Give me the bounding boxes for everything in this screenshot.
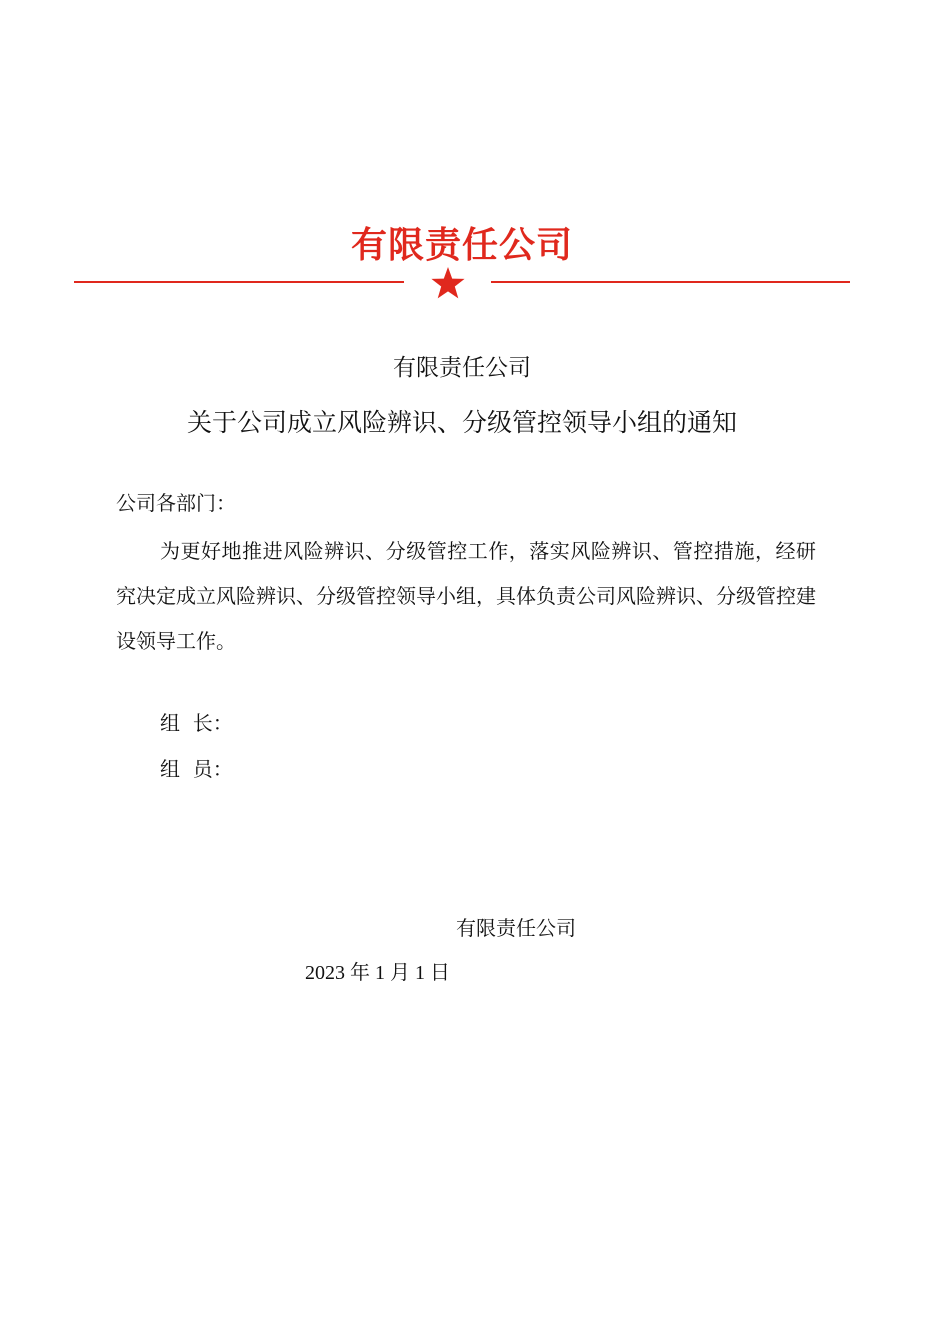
masthead-company-name: 有限责任公司	[350, 225, 573, 266]
star-icon	[430, 266, 466, 300]
masthead-rule-right	[491, 281, 850, 283]
signature-date: 2023 年 1 月 1 日	[305, 962, 450, 984]
signature-organization: 有限责任公司	[456, 916, 576, 940]
notice-salutation: 公司各部门：	[116, 491, 236, 515]
notice-issuer: 有限责任公司	[393, 355, 531, 381]
group-members-label: 组 员：	[160, 757, 233, 781]
notice-title: 关于公司成立风险辨识、分级管控领导小组的通知	[186, 408, 737, 437]
masthead-rule-left	[74, 281, 404, 283]
group-leader-label: 组 长：	[160, 711, 233, 735]
notice-body: 为更好地推进风险辨识、分级管控工作，落实风险辨识、管控措施，经研究决定成立风险辨识、分级管控领导小组，具体负责公司风险辨识、分级管控建设领导工作。	[116, 539, 816, 653]
